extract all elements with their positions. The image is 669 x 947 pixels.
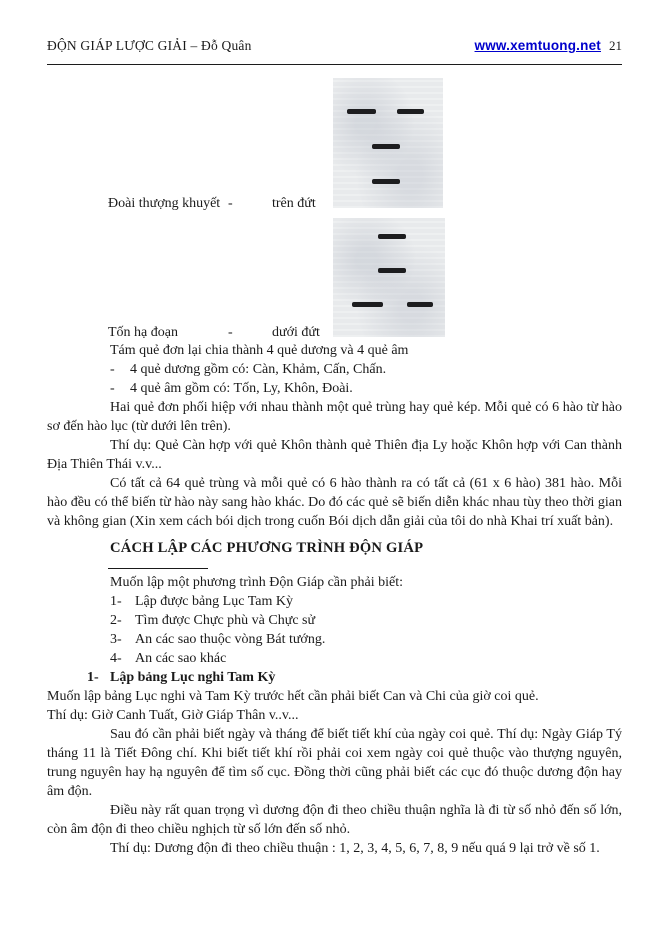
requirement-text: An các sao khác xyxy=(135,651,227,666)
trigram-line-solid xyxy=(333,144,443,149)
list-dash: - xyxy=(110,362,115,377)
doai-caption-meaning: trên đứt xyxy=(272,196,316,211)
subsection-paragraph-3: Sau đó cần phải biết ngày và tháng để biết tiết khí của ngày coi quẻ. Thí dụ: Ngày Giáp Tý tháng 11 là Tiết Đông chí. Khi biết tiết khí rồi phải coi xem ngày coi quẻ thuộc vào thượng nguyên, trung nguyên hay hạ nguyên để tìm số cục. Đồng thời cũng phải biết các cục đó thuộc dương độn hay âm độn. xyxy=(47,727,622,799)
doai-caption xyxy=(108,194,316,213)
heading-underline xyxy=(108,568,208,569)
requirement-number: 3- xyxy=(110,632,122,647)
requirement-item-1 xyxy=(47,592,622,611)
section-intro: Muốn lập một phương trình Độn Giáp cần phải biết: xyxy=(110,575,404,590)
website-link[interactable]: www.xemtuong.net xyxy=(474,38,601,53)
doai-caption-dash: - xyxy=(228,196,233,211)
trigram-line-solid xyxy=(333,268,445,273)
list-item-text: 4 quẻ dương gồm có: Càn, Khảm, Cấn, Chấn. xyxy=(130,362,387,377)
trigram-line-solid xyxy=(333,234,445,239)
header-right xyxy=(475,38,622,54)
body-text xyxy=(47,341,622,858)
doai-caption-name: Đoài thượng khuyết xyxy=(108,196,221,211)
requirement-number: 1- xyxy=(110,594,122,609)
paragraph-eight-trigrams: Tám quẻ đơn lại chia thành 4 quẻ dương và 4 quẻ âm xyxy=(110,343,409,358)
subsection-paragraph-4: Điều này rất quan trọng vì dương độn đi theo chiều thuận nghĩa là đi từ số nhỏ đến số lớn, còn âm độn đi theo chiều nghịch từ số lớn đến số nhỏ. xyxy=(47,803,622,837)
requirement-item-3 xyxy=(47,630,622,649)
subsection-paragraph-5: Thí dụ: Dương độn đi theo chiều thuận : 1, 2, 3, 4, 5, 6, 7, 8, 9 nếu quá 9 lại trở về số 1. xyxy=(110,841,600,856)
requirement-text: Lập được bảng Lục Tam Kỳ xyxy=(135,594,293,609)
subsection-heading xyxy=(47,668,622,687)
requirement-item-2 xyxy=(47,611,622,630)
ton-caption-name: Tốn hạ đoạn xyxy=(108,325,178,340)
ton-caption-dash: - xyxy=(228,325,233,340)
list-dash: - xyxy=(110,381,115,396)
list-item-yang-trigrams xyxy=(47,360,622,379)
page-number: 21 xyxy=(609,38,622,53)
requirement-number: 4- xyxy=(110,651,122,666)
trigram-line-solid xyxy=(333,179,443,184)
subsection-number: 1- xyxy=(87,670,99,685)
section-heading: CÁCH LẬP CÁC PHƯƠNG TRÌNH ĐỘN GIÁP xyxy=(110,540,424,556)
paragraph-64-hexagrams: Có tất cả 64 quẻ trùng và mỗi quẻ có 6 hào thành ra có tất cả (61 x 6 hào) 381 hào. Mỗi hào đều có thể biến từ hào này sang hào khác. Do đó các quẻ sẽ biến diễn khác nhau tùy theo thời gian và không gian (Xin xem cách bói dịch trong cuốn Bói dịch dẫn giải của tôi do nhà Khai trí xuất bản). xyxy=(47,476,622,529)
list-item-yin-trigrams xyxy=(47,379,622,398)
trigram-line-broken xyxy=(333,109,443,114)
ton-caption-meaning: dưới đứt xyxy=(272,325,320,340)
subsection-paragraph-2: Thí dụ: Giờ Canh Tuất, Giờ Giáp Thân v..v... xyxy=(47,708,299,723)
paragraph-example-pairing: Thí dụ: Quẻ Càn hợp với quẻ Khôn thành quẻ Thiên địa Ly hoặc Khôn hợp với Can thành Địa Thiên Thái v.v... xyxy=(47,438,622,472)
subsection-paragraph-1: Muốn lập bảng Lục nghi và Tam Kỳ trước hết cần phải biết Can và Chi của giờ coi quẻ. xyxy=(47,689,539,704)
list-item-text: 4 quẻ âm gồm có: Tốn, Ly, Khôn, Đoài. xyxy=(130,381,353,396)
ton-caption xyxy=(108,323,320,342)
requirement-item-4 xyxy=(47,649,622,668)
requirement-number: 2- xyxy=(110,613,122,628)
paragraph-pairing: Hai quẻ đơn phối hiệp với nhau thành một quẻ trùng hay quẻ kép. Mỗi quẻ có 6 hào từ hào sơ đến hào lục (từ dưới lên trên). xyxy=(47,400,622,434)
trigram-line-broken xyxy=(333,302,445,307)
trigram-figures-section xyxy=(0,67,669,341)
trigram-ton-image xyxy=(333,218,445,337)
subsection-title: Lập bảng Lục nghi Tam Kỳ xyxy=(110,670,276,685)
requirement-text: An các sao thuộc vòng Bát tướng. xyxy=(135,632,326,647)
requirement-text: Tìm được Chực phù và Chực sử xyxy=(135,613,316,628)
document-title: ĐỘN GIÁP LƯỢC GIẢI – Đỗ Quân xyxy=(47,38,252,53)
trigram-doai-image xyxy=(333,78,443,208)
header-divider xyxy=(47,64,622,65)
page-header xyxy=(47,38,622,54)
